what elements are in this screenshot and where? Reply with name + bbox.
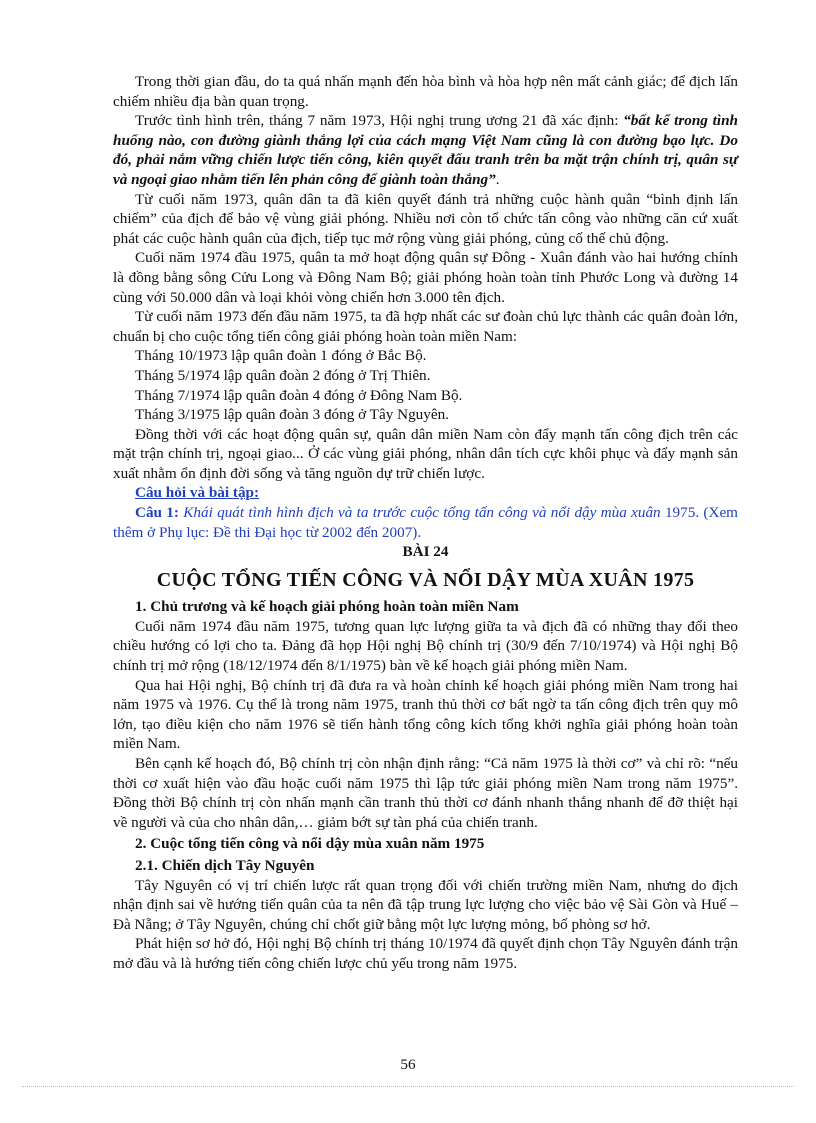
question-1-label: Câu 1: [135,504,179,522]
paragraph-army-corps: Từ cuối năm 1973 đến đầu năm 1975, ta đã hợp nhất các sư đoàn chủ lực thành các quân đoàn lớn, chuẩn bị cho cuộc tổng tiến công giải phóng hoàn toàn miền Nam: [113,308,738,345]
resolution-end: . [495,170,500,188]
section-2-paragraph-1: Tây Nguyên có vị trí chiến lược rất quan trọng đối với chiến trường miền Nam, nhưng do địch nhận định sai về hướng tiến quân của ta nên đã tập trung lực lượng cho việc bảo vệ Sài Gòn và Huế – Đà Nẵng; ở Tây Nguyên, chúng chỉ chốt giữ bằng một lực lượng mỏng, bố phòng sơ hở. [113,876,738,933]
section-1-paragraph-2: Qua hai Hội nghị, Bộ chính trị đã đưa ra và hoàn chỉnh kế hoạch giải phóng miền Nam trong hai năm 1975 và 1976. Cụ thể là trong năm 1975, tranh thủ thời cơ bất ngờ ta tấn công địch trên quy mô lớn, tạo điều kiện cho năm 1976 sẽ tiến hành tổng công kích tổng khởi nghĩa giải phóng hoàn toàn miền Nam. [113,676,738,753]
resolution-quote: “bất kể trong tình huống nào, con đường giành thắng lợi của cách mạng Việt Nam cũng là con đường bạo lực. Do đó, phải nắm vững chiến lược tiến công, kiên quyết đấu tranh trên ba mặt trận chính trị, quân sự và ngoại giao nhằm tiến lên phản công để giành toàn thắng” [113,112,738,188]
page-number: 56 [400,1056,416,1073]
question-1 [113,503,738,542]
list-item-corps-2: Tháng 5/1974 lập quân đoàn 2 đóng ở Trị Thiên. [135,366,431,384]
paragraph-counterattack: Từ cuối năm 1973, quân dân ta đã kiên quyết đánh trả những cuộc hành quân “bình định lấn chiếm” của địch để bảo vệ vùng giải phóng. Nhiều nơi còn tổ chức tấn công vào những căn cứ xuất phát các cuộc hành quân của địch, tiếp tục mở rộng vùng giải phóng, củng cố thế chủ động. [113,190,738,247]
lesson-title: CUỘC TỔNG TIẾN CÔNG VÀ NỔI DẬY MÙA XUÂN 1975 [156,569,695,592]
lesson-number: BÀI 24 [402,543,449,561]
question-1-text: Khái quát tình hình địch và ta trước cuộc tổng tấn công và nổi dậy mùa xuân [178,504,665,522]
section-2-paragraph-2: Phát hiện sơ hở đó, Hội nghị Bộ chính trị tháng 10/1974 đã quyết định chọn Tây Nguyên đánh trận mở đầu và là hướng tiến công chiến lược chủ yếu trong năm 1975. [113,935,738,972]
list-item-corps-4: Tháng 7/1974 lập quân đoàn 4 đóng ở Đông Nam Bộ. [135,386,463,404]
list-item-corps-1: Tháng 10/1973 lập quân đoàn 1 đóng ở Bắc Bộ. [135,347,427,365]
paragraph-dong-xuan: Cuối năm 1974 đầu 1975, quân ta mở hoạt động quân sự Đông - Xuân đánh vào hai hướng chính là đồng bằng sông Cửu Long và Đông Nam Bộ; giải phóng hoàn toàn tỉnh Phước Long và đường 14 cùng với 50.000 dân và loại khỏi vòng chiến hơn 3.000 tên địch. [113,249,738,306]
paragraph-parallel-activities: Đồng thời với các hoạt động quân sự, quân dân miền Nam còn đẩy mạnh tấn công địch trên các mặt trận chính trị, ngoại giao... Ở các vùng giải phóng, nhân dân tích cực khôi phục và đẩy mạnh sản xuất nhằm ổn định đời sống và tăng nguồn dự trữ chiến lược. [113,425,738,482]
document-page [113,72,738,974]
section-2-1-heading: 2.1. Chiến dịch Tây Nguyên [135,856,315,874]
list-item-corps-3: Tháng 3/1975 lập quân đoàn 3 đóng ở Tây Nguyên. [135,406,449,424]
section-2-heading: 2. Cuộc tổng tiến công và nổi dậy mùa xuân năm 1975 [135,835,485,853]
questions-heading: Câu hỏi và bài tập: [135,484,260,502]
paragraph-resolution-21 [113,111,738,189]
section-1-paragraph-3: Bên cạnh kế hoạch đó, Bộ chính trị còn nhận định rằng: “Cả năm 1975 là thời cơ” và chỉ rõ: “nếu thời cơ xuất hiện vào đầu hoặc cuối năm 1975 thì lập tức giải phóng miền Nam trong năm 1975”. Đồng thời Bộ chính trị còn nhấn mạnh cần tranh thủ thời cơ đánh nhanh thắng nhanh để đỡ thiệt hại về người và của cho nhân dân,… giảm bớt sự tàn phá của chiến tranh. [113,755,738,831]
section-1-heading: 1. Chủ trương và kế hoạch giải phóng hoàn toàn miền Nam [135,598,519,616]
footer-divider [22,1086,794,1087]
paragraph-early-period: Trong thời gian đầu, do ta quá nhấn mạnh đến hòa bình và hòa hợp nên mất cảnh giác; để địch lấn chiếm nhiều địa bàn quan trọng. [113,73,738,110]
resolution-lead: Trước tình hình trên, tháng 7 năm 1973, Hội nghị trung ương 21 đã xác định: [135,112,624,130]
question-1-reference: 1975. (Xem thêm ở Phụ lục: Đề thi Đại học từ 2002 đến 2007). [113,504,738,541]
section-1-paragraph-1: Cuối năm 1974 đầu năm 1975, tương quan lực lượng giữa ta và địch đã có những thay đổi theo chiều hướng có lợi cho ta. Đảng đã họp Hội nghị Bộ chính trị (30/9 đến 7/10/1974) và Hội nghị Bộ chính trị mở rộng (18/12/1974 đến 8/1/1975) bàn về kế hoạch giải phóng miền Nam. [113,617,738,675]
